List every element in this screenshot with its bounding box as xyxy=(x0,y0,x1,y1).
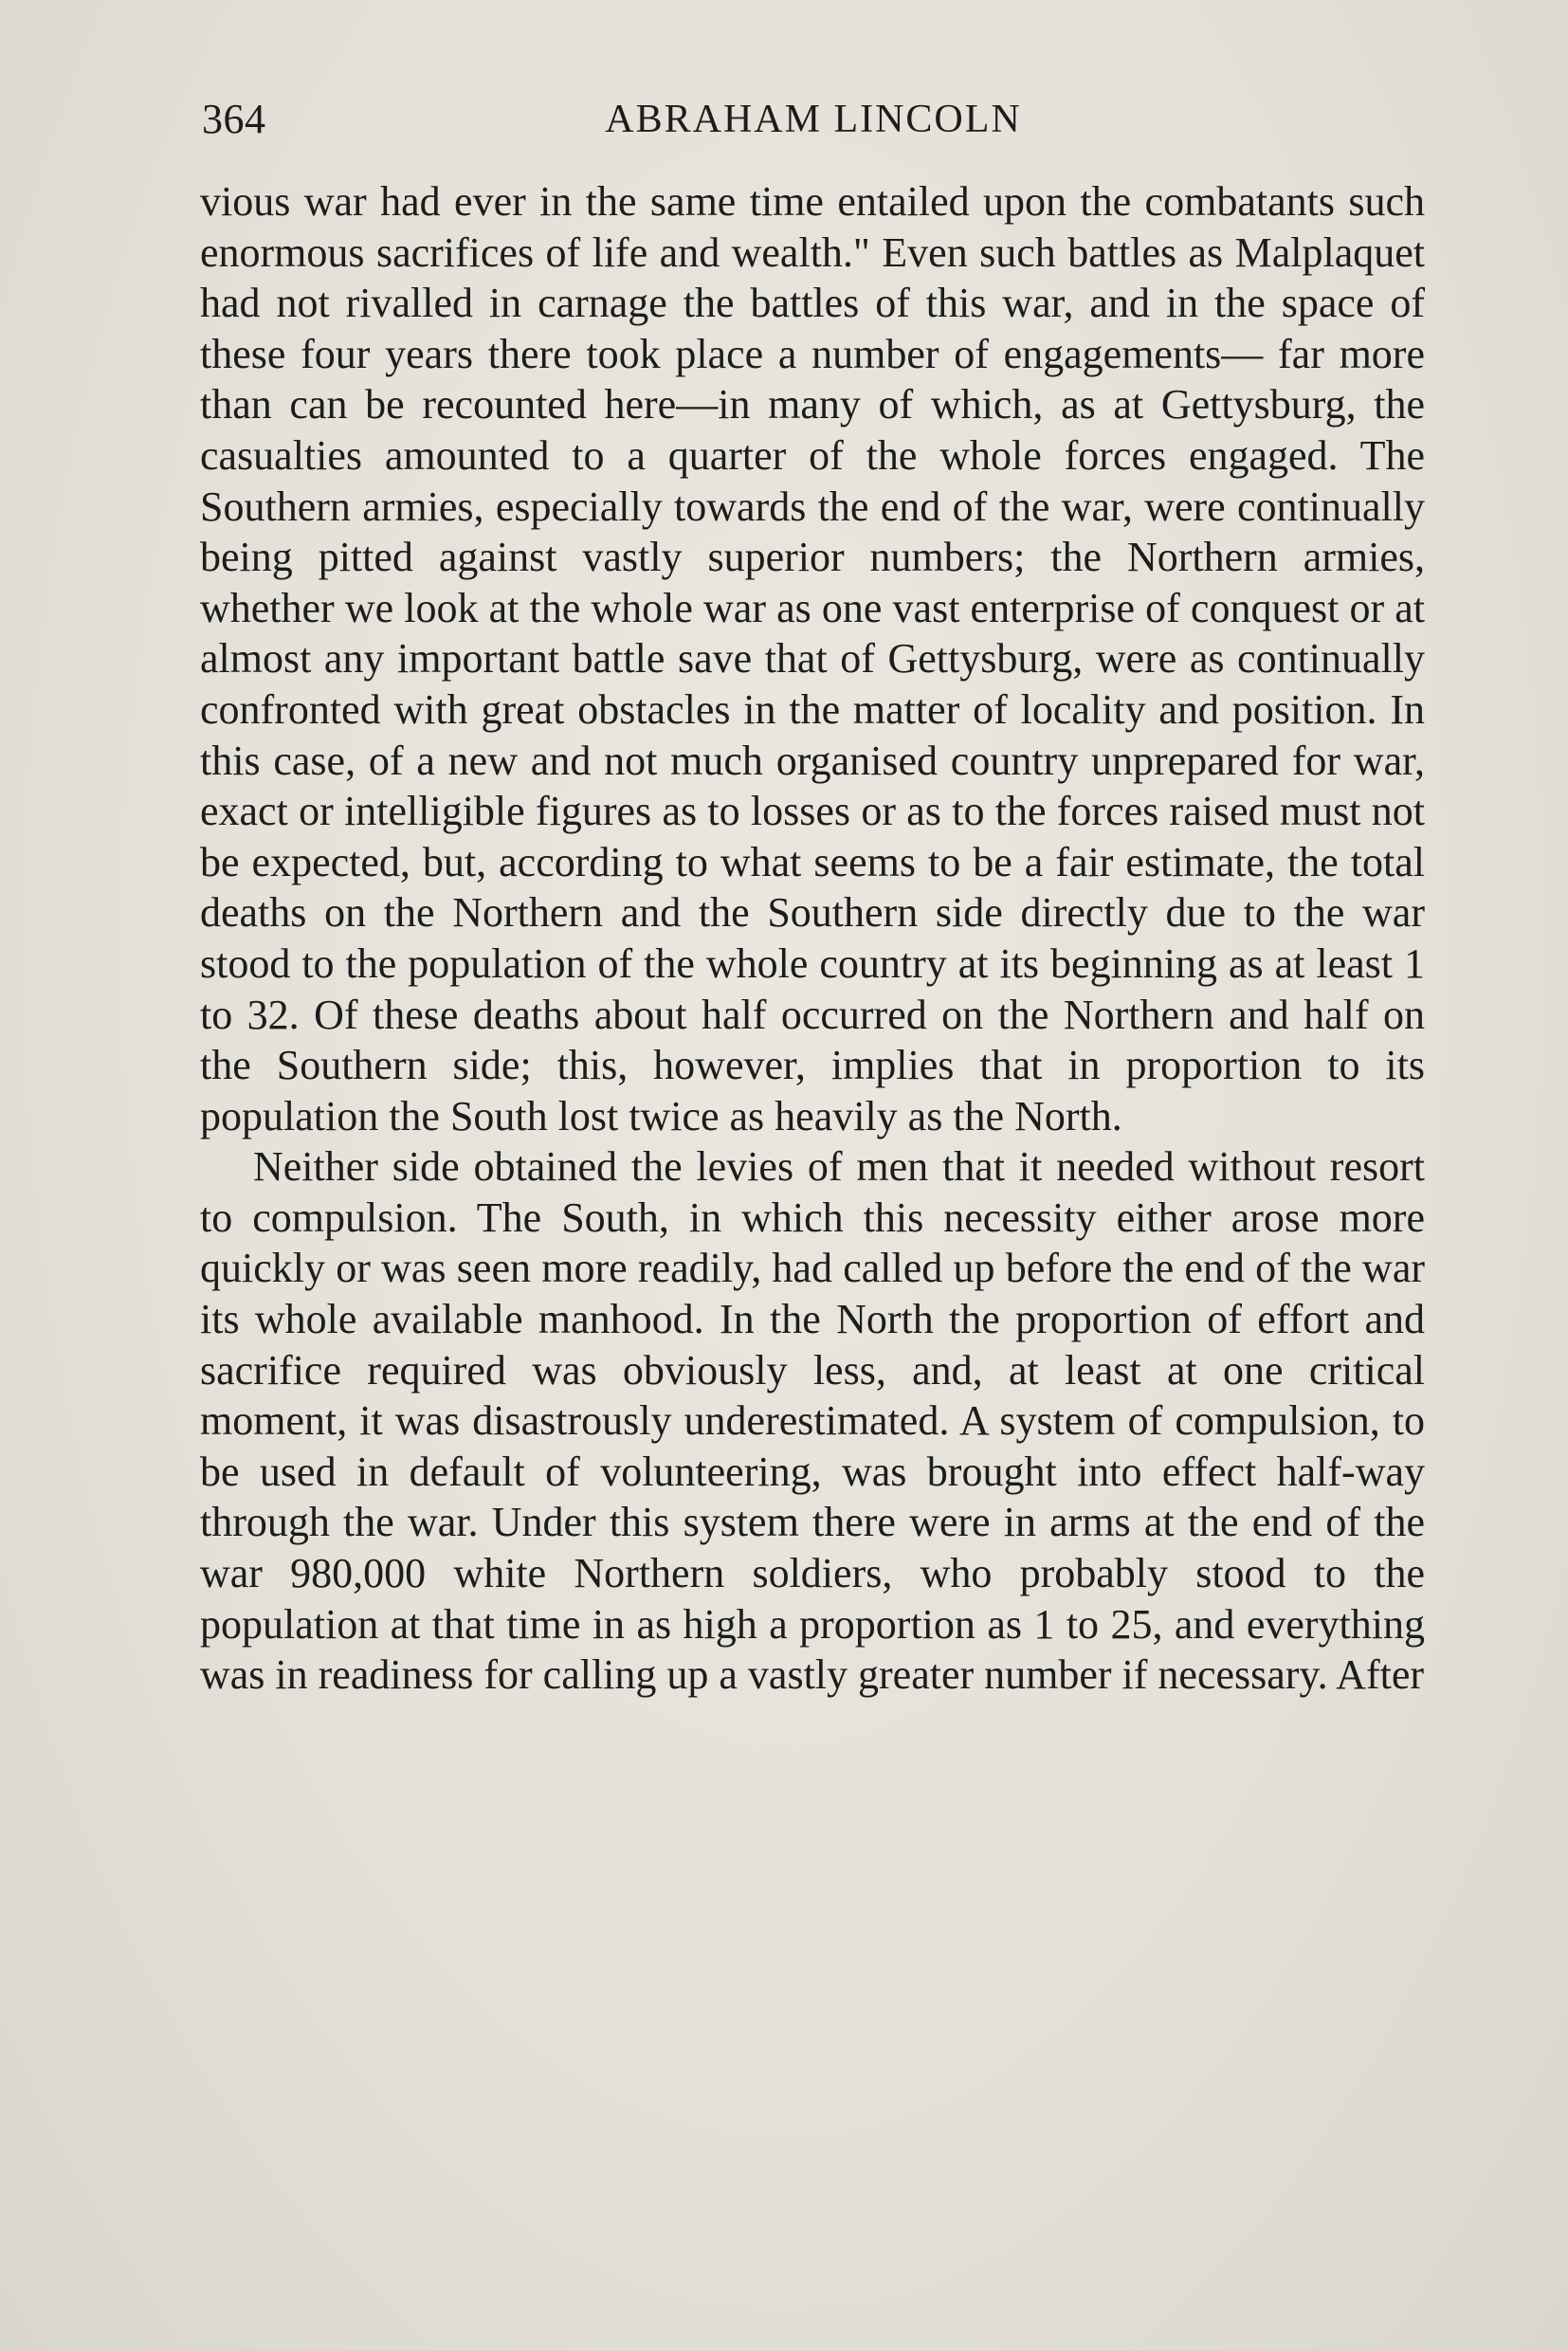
running-head xyxy=(202,91,1425,148)
body-text xyxy=(200,176,1425,1701)
page-number: 364 xyxy=(202,96,266,142)
paragraph-neither-side: Neither side obtained the levies of men that it needed without resort to compulsion. The South, in which this necessity either arose more quickly or was seen more readily, had called up before the end of the war its whole available manhood. In the North the proportion of effort and sacrifice required was obviously less, and, at least at one critical moment, it was disastrously underestimated. A system of compulsion, to be used in default of volunteering, was brought into effect half-way through the war. Under this system there were in arms at the end of the war 980,000 white Northern soldiers, who probably stood to the population at that time in as high a proportion as 1 to 25, and everything was in readiness for calling up a vastly greater number if necessary. After xyxy=(200,1143,1425,1699)
paragraph-continued: vious war had ever in the same time entailed upon the combatants such enormous sacrifices of life and wealth." Even such battles as Malplaquet had not rivalled in carnage the battles of this war, and in the space of these four years there took place a number of engagements— far more than can be recounted here—in many of which, as at Gettysburg, the casualties amounted to a quarter of the whole forces engaged. The Southern armies, especially towards the end of the war, were continually being pitted against vastly superior numbers; the Northern armies, whether we look at the whole war as one vast enterprise of conquest or at almost any important battle save that of Gettysburg, were as continually confronted with great obstacles in the matter of locality and position. In this case, of a new and not much organised country unprepared for war, exact or intelligible figures as to losses or as to the forces raised must not be expected, but, according to what seems to be a fair estimate, the total deaths on the Northern and the Southern side directly due to the war stood to the population of the whole country at its beginning as at least 1 to 32. Of these deaths about half occurred on the Northern and half on the Southern side; this, however, implies that in proportion to its population the South lost twice as heavily as the North. xyxy=(200,178,1425,1139)
running-title: ABRAHAM LINCOLN xyxy=(605,98,1022,141)
